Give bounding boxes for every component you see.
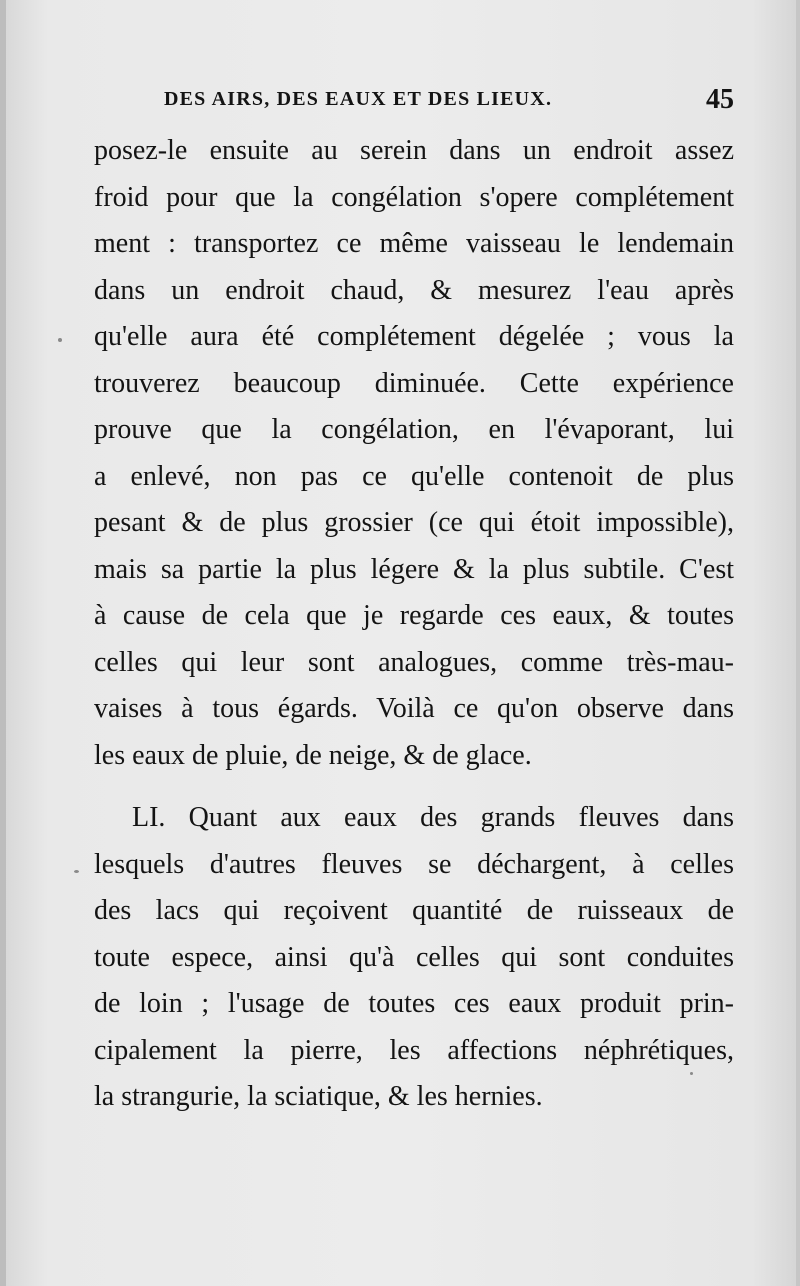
text-line: trouverez beaucoup diminuée. Cette expérience	[94, 367, 734, 399]
text-line: cipalement la pierre, les affections néphrétiques,	[94, 1034, 734, 1066]
page-edge-left	[0, 0, 6, 1286]
body-text	[94, 128, 734, 1121]
text-line: posez-le ensuite au serein dans un endroit assez	[94, 135, 734, 166]
text-line: les eaux de pluie, de neige, & de glace.	[94, 739, 532, 771]
text-line: à cause de cela que je regarde ces eaux, & toutes	[94, 600, 734, 631]
text-line: des lacs qui reçoivent quantité de ruisseaux de	[94, 895, 734, 926]
text-line: prouve que la congélation, en l'évaporant, lui	[94, 414, 734, 445]
text-line: qu'elle aura été complétement dégelée ; vous la	[94, 321, 734, 352]
text-line: a enlevé, non pas ce qu'elle contenoit de plus	[94, 460, 734, 492]
text-line: ment : transportez ce même vaisseau le lendemain	[94, 228, 734, 259]
paragraph-2	[94, 795, 734, 1121]
running-head	[160, 84, 740, 124]
paragraph-1	[94, 128, 734, 779]
ink-speck	[74, 870, 79, 873]
ink-speck	[58, 338, 62, 342]
text-line: dans un endroit chaud, & mesurez l'eau après	[94, 274, 734, 306]
text-line: vaises à tous égards. Voilà ce qu'on observe dans	[94, 693, 734, 724]
page-number: 45	[706, 84, 734, 115]
text-line: toute espece, ainsi qu'à celles qui sont conduites	[94, 941, 734, 973]
text-line: lesquels d'autres fleuves se déchargent, à celles	[94, 848, 734, 880]
text-line: pesant & de plus grossier (ce qui étoit impossible),	[94, 507, 734, 538]
running-title: DES AIRS, DES EAUX ET DES LIEUX.	[164, 88, 553, 110]
page-edge-right	[796, 0, 800, 1286]
text-line: LI. Quant aux eaux des grands fleuves dans	[132, 802, 734, 833]
text-line: celles qui leur sont analogues, comme très-mau-	[94, 646, 734, 678]
text-line: froid pour que la congélation s'opere complétement	[94, 181, 734, 213]
text-line: mais sa partie la plus légere & la plus subtile. C'est	[94, 553, 734, 585]
text-line: la strangurie, la sciatique, & les hernies.	[94, 1081, 543, 1112]
text-line: de loin ; l'usage de toutes ces eaux produit prin-	[94, 988, 734, 1019]
ink-speck	[690, 1072, 693, 1075]
